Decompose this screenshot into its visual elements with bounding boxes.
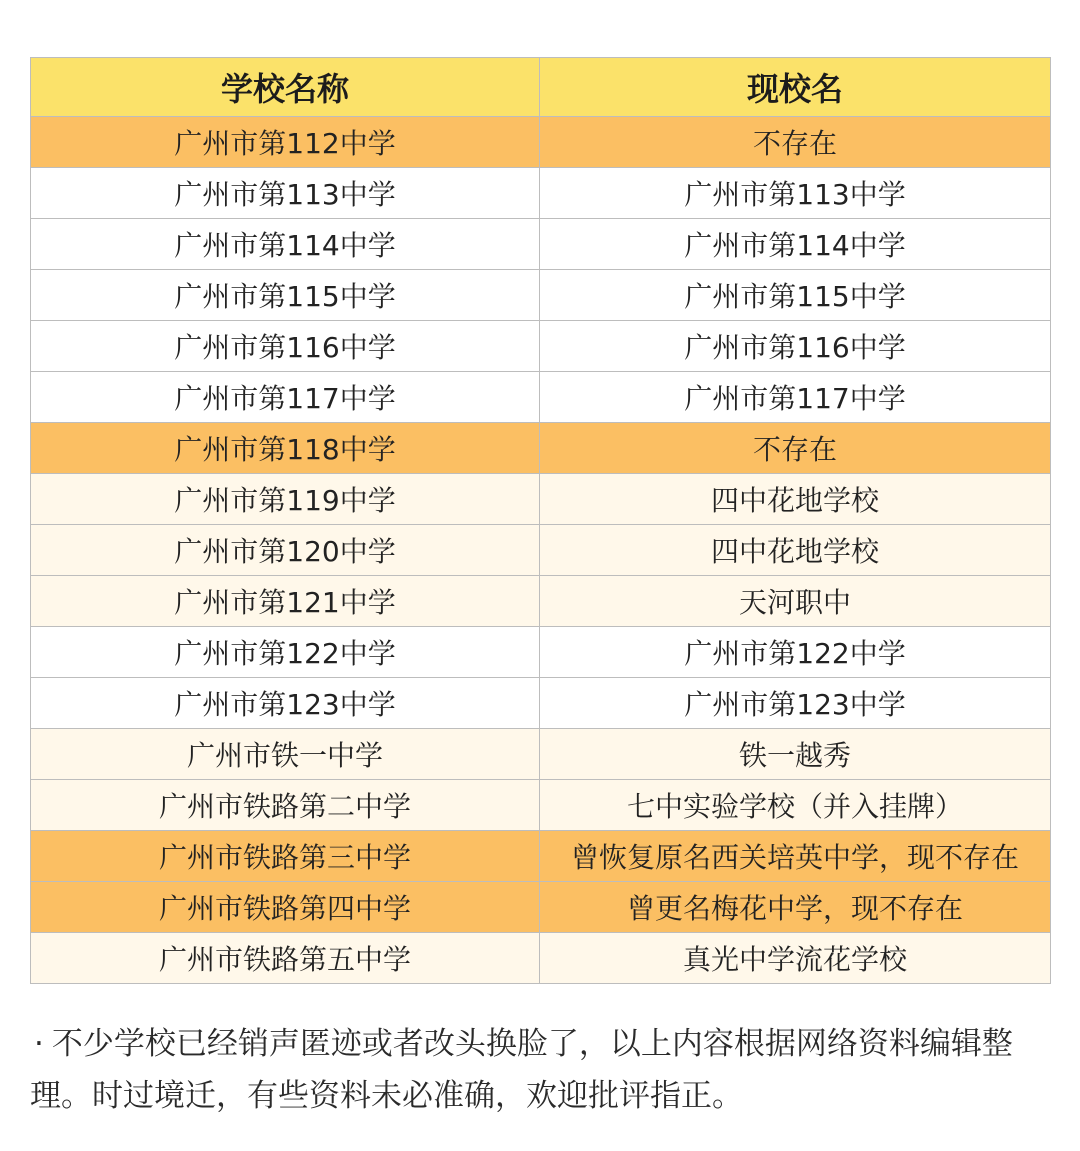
cell-school-name: 广州市铁路第五中学 bbox=[31, 933, 540, 984]
table-row bbox=[31, 474, 1051, 525]
header-school-name: 学校名称 bbox=[31, 58, 540, 117]
cell-current-name: 广州市第123中学 bbox=[540, 678, 1051, 729]
school-table-container bbox=[30, 57, 1050, 984]
table-row bbox=[31, 117, 1051, 168]
table-row bbox=[31, 525, 1051, 576]
cell-school-name: 广州市第119中学 bbox=[31, 474, 540, 525]
header-current-name: 现校名 bbox=[540, 58, 1051, 117]
table-row bbox=[31, 270, 1051, 321]
table-row bbox=[31, 780, 1051, 831]
footnote-text: 不少学校已经销声匿迹或者改头换脸了，以上内容根据网络资料编辑整理。时过境迁，有些资料未必准确，欢迎批评指正。 bbox=[30, 1026, 1013, 1114]
cell-current-name: 真光中学流花学校 bbox=[540, 933, 1051, 984]
footnote bbox=[30, 1018, 1060, 1122]
table-row bbox=[31, 372, 1051, 423]
table-row bbox=[31, 933, 1051, 984]
cell-current-name: 曾更名梅花中学，现不存在 bbox=[540, 882, 1051, 933]
cell-school-name: 广州市第112中学 bbox=[31, 117, 540, 168]
table-row bbox=[31, 423, 1051, 474]
table-row bbox=[31, 168, 1051, 219]
table-body bbox=[31, 117, 1051, 984]
table-row bbox=[31, 729, 1051, 780]
cell-school-name: 广州市第120中学 bbox=[31, 525, 540, 576]
cell-school-name: 广州市第122中学 bbox=[31, 627, 540, 678]
cell-school-name: 广州市第115中学 bbox=[31, 270, 540, 321]
cell-school-name: 广州市铁一中学 bbox=[31, 729, 540, 780]
table-row bbox=[31, 831, 1051, 882]
cell-school-name: 广州市第116中学 bbox=[31, 321, 540, 372]
cell-current-name: 四中花地学校 bbox=[540, 474, 1051, 525]
cell-current-name: 曾恢复原名西关培英中学，现不存在 bbox=[540, 831, 1051, 882]
table-row bbox=[31, 678, 1051, 729]
cell-school-name: 广州市铁路第二中学 bbox=[31, 780, 540, 831]
cell-current-name: 四中花地学校 bbox=[540, 525, 1051, 576]
cell-current-name: 广州市第115中学 bbox=[540, 270, 1051, 321]
cell-school-name: 广州市第117中学 bbox=[31, 372, 540, 423]
table-header-row bbox=[31, 58, 1051, 117]
cell-school-name: 广州市铁路第四中学 bbox=[31, 882, 540, 933]
table-row bbox=[31, 321, 1051, 372]
cell-current-name: 不存在 bbox=[540, 117, 1051, 168]
cell-school-name: 广州市铁路第三中学 bbox=[31, 831, 540, 882]
cell-school-name: 广州市第113中学 bbox=[31, 168, 540, 219]
cell-current-name: 七中实验学校（并入挂牌） bbox=[540, 780, 1051, 831]
cell-current-name: 不存在 bbox=[540, 423, 1051, 474]
cell-school-name: 广州市第114中学 bbox=[31, 219, 540, 270]
cell-current-name: 广州市第122中学 bbox=[540, 627, 1051, 678]
cell-current-name: 广州市第113中学 bbox=[540, 168, 1051, 219]
school-name-table bbox=[30, 57, 1051, 984]
cell-current-name: 天河职中 bbox=[540, 576, 1051, 627]
table-row bbox=[31, 576, 1051, 627]
table-row bbox=[31, 882, 1051, 933]
cell-current-name: 广州市第114中学 bbox=[540, 219, 1051, 270]
cell-school-name: 广州市第121中学 bbox=[31, 576, 540, 627]
cell-school-name: 广州市第123中学 bbox=[31, 678, 540, 729]
cell-school-name: 广州市第118中学 bbox=[31, 423, 540, 474]
cell-current-name: 广州市第117中学 bbox=[540, 372, 1051, 423]
cell-current-name: 铁一越秀 bbox=[540, 729, 1051, 780]
footnote-bullet: · bbox=[34, 1026, 44, 1062]
table-row bbox=[31, 627, 1051, 678]
table-row bbox=[31, 219, 1051, 270]
cell-current-name: 广州市第116中学 bbox=[540, 321, 1051, 372]
